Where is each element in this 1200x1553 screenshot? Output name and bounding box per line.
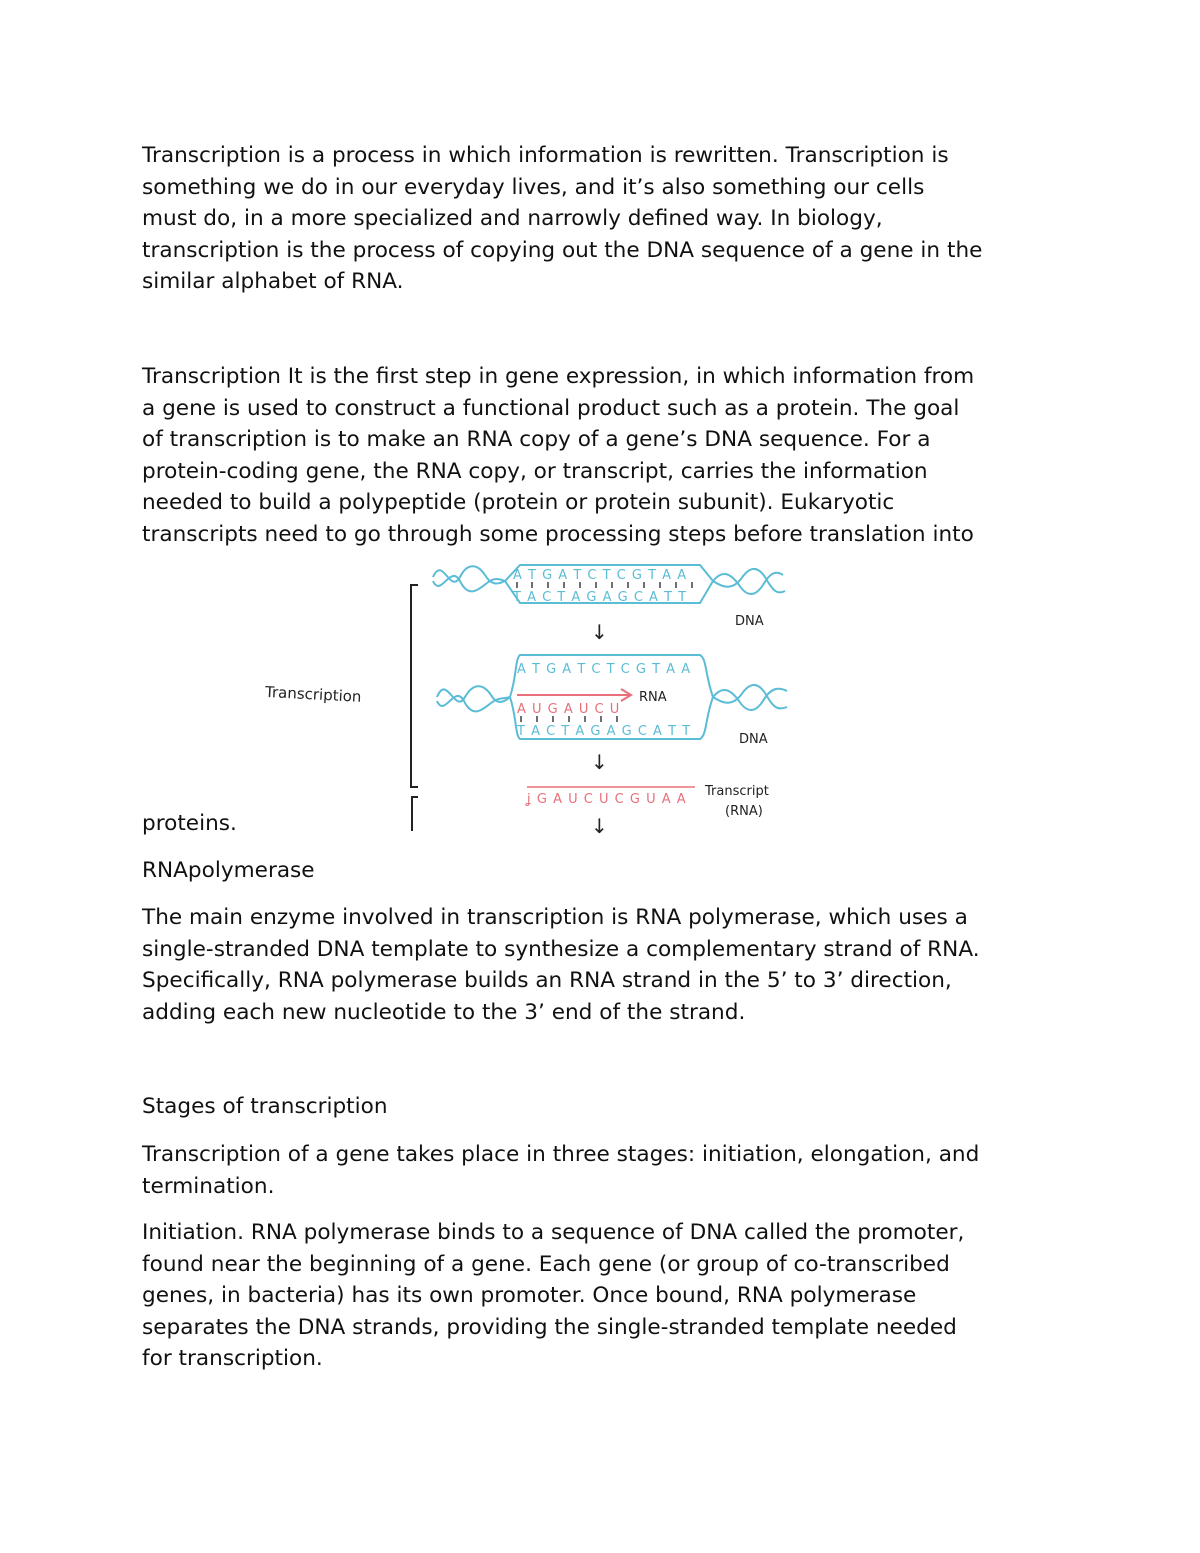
bracket-lower [412,797,418,831]
paragraph-stages [142,1139,1072,1202]
transcript-rna-label: (RNA) [725,804,763,819]
heading-rna-polymerase [142,855,1072,887]
text-line: Stages of transcription [142,1094,388,1119]
dna-label-1: DNA [735,614,764,629]
text-line: genes, in bacteria) has its own promoter. Once bound, RNA polymerase [142,1283,917,1309]
text-line: for transcription. [142,1346,323,1372]
down-arrow-3: ↓ [591,814,608,838]
dna-top-strand-2: A T G A T C T C G T A A [517,662,692,677]
text-line: something we do in our everyday lives, and it’s also something our cells [142,174,925,200]
text-line: proteins. [142,811,237,836]
dna-top-strand-1: A T G A T C T C G T A A [513,568,688,583]
rna-growing-arrow [517,689,631,701]
text-line: must do, in a more specialized and narrowly defined way. In biology, [142,206,883,232]
paragraph-initiation [142,1217,1072,1375]
text-line: a gene is used to construct a functional product such as a protein. The goal [142,395,960,421]
heading-stages [142,1091,1072,1123]
text-line: similar alphabet of RNA. [142,269,404,295]
text-line: adding each new nucleotide to the 3’ end of the strand. [142,999,746,1025]
text-line: Initiation. RNA polymerase binds to a sequence of DNA called the promoter, [142,1220,965,1245]
down-arrow-1: ↓ [591,620,608,644]
rna-growing-strand: A U G A U C U [517,702,621,717]
text-line: single-stranded DNA template to synthesize a complementary strand of RNA. [142,936,980,962]
text-line: The main enzyme involved in transcription is RNA polymerase, which uses a [142,905,968,930]
text-line: needed to build a polypeptide (protein or protein subunit). Eukaryotic [142,490,895,516]
text-line: found near the beginning of a gene. Each gene (or group of co-transcribed [142,1251,950,1277]
down-arrow-2: ↓ [591,750,608,774]
transcript-sequence: ʝ G A U C U C G U A A [527,792,687,807]
text-line: separates the DNA strands, providing the single-stranded template needed [142,1314,957,1340]
dna-bottom-strand-1: T A C T A G A G C A T T [513,590,688,605]
paragraph-gene-expression [142,361,1072,551]
dna-bottom-strand-2: T A C T A G A G C A T T [517,724,692,739]
text-line: of transcription is to make an RNA copy of a gene’s DNA sequence. For a [142,427,931,453]
paragraph-rna-polymerase [142,902,1072,1028]
transcription-figure [255,555,815,840]
paragraph-intro [142,140,1072,298]
text-line: Transcription It is the first step in gene expression, in which information from [142,364,975,389]
text-line: transcripts need to go through some processing steps before translation into [142,521,974,547]
text-line: protein-coding gene, the RNA copy, or transcript, carries the information [142,458,928,484]
text-line: Transcription of a gene takes place in three stages: initiation, elongation, and [142,1142,980,1167]
text-line: transcription is the process of copying out the DNA sequence of a gene in the [142,237,983,263]
text-line: Transcription is a process in which information is rewritten. Transcription is [142,143,949,168]
text-line: termination. [142,1173,275,1199]
rna-label: RNA [639,690,667,705]
text-line: Specifically, RNA polymerase builds an RNA strand in the 5’ to 3’ direction, [142,968,952,994]
paragraph-proteins [142,808,342,840]
text-line: RNApolymerase [142,858,315,883]
bracket [411,585,418,787]
transcript-label: Transcript [705,784,769,799]
dna-label-2: DNA [739,732,768,747]
transcription-label: Transcription [264,682,362,706]
